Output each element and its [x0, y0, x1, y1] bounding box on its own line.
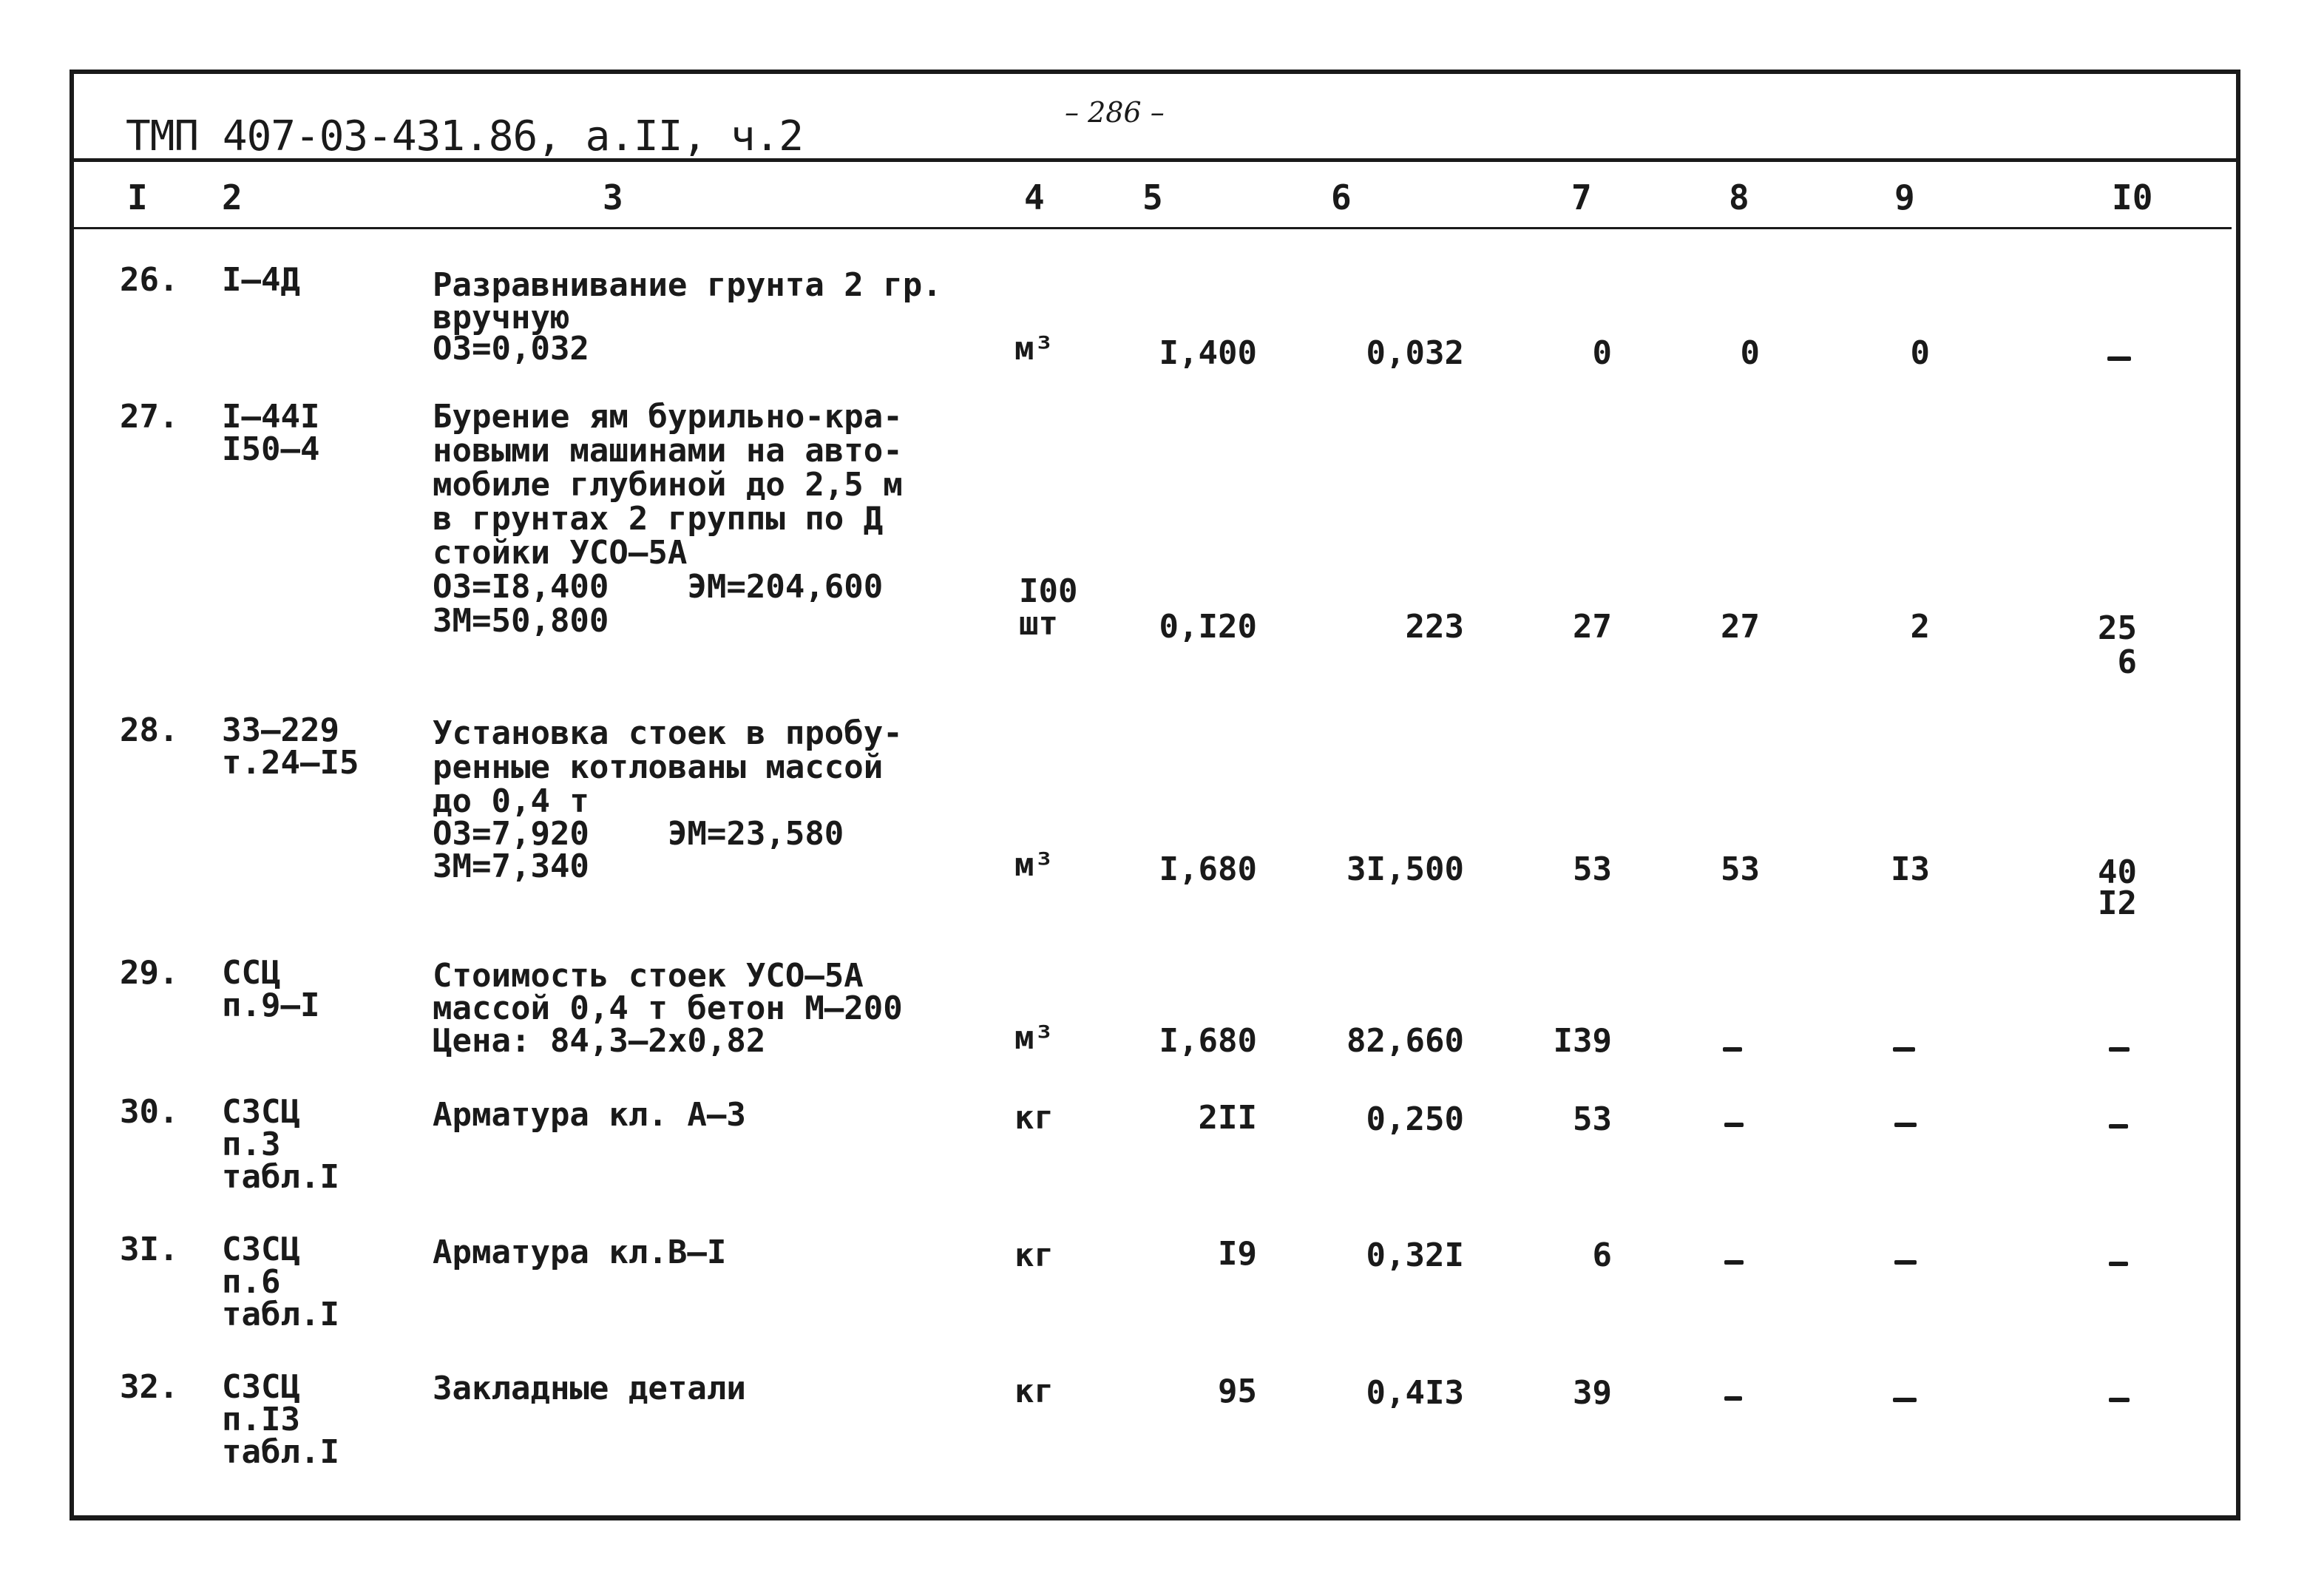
column-9-value: I3 — [1891, 850, 1930, 888]
column-9-value: 2 — [1910, 608, 1930, 646]
unit-price: 0,250 — [1366, 1100, 1464, 1138]
header-divider — [74, 227, 2232, 229]
quantity: 0,I20 — [1159, 608, 1257, 646]
unit-price: 3I,500 — [1346, 850, 1464, 888]
work-description: массой 0,4 т бетон М–200 — [433, 989, 903, 1027]
page-number: – 286 – — [1065, 96, 1165, 129]
norm-code: СЗСЦ — [222, 1231, 300, 1268]
work-description: Бурение ям бурильно-кра- — [433, 398, 903, 436]
norm-code: табл.I — [222, 1158, 339, 1196]
unit: шт — [1019, 605, 1058, 643]
column-8-value: 53 — [1721, 850, 1760, 888]
unit: м³ — [1014, 330, 1054, 368]
row-number: 32. — [120, 1368, 179, 1406]
quantity: I,680 — [1159, 850, 1257, 888]
document-title: ТМП 407-03-431.86, а.II, ч.2 — [126, 112, 804, 160]
column-header-1: I — [127, 177, 148, 217]
unit: кг — [1014, 1373, 1054, 1410]
row-number: 28. — [120, 711, 179, 749]
row-number: 26. — [120, 261, 179, 299]
work-description: Стоимость стоек УСО–5А — [433, 957, 864, 995]
work-description: Арматура кл. А–3 — [433, 1096, 746, 1134]
column-10-value: 25 — [2098, 609, 2137, 647]
empty-value-dash — [2109, 1398, 2130, 1402]
empty-value-dash — [1894, 1123, 1917, 1127]
title-divider — [74, 158, 2236, 162]
norm-code: I–4Д — [222, 261, 300, 299]
column-8-value: 27 — [1721, 608, 1760, 646]
row-number: 30. — [120, 1093, 179, 1131]
work-description: ОЗ=0,032 — [433, 330, 589, 368]
quantity: I,400 — [1159, 334, 1257, 372]
empty-value-dash — [2109, 1047, 2130, 1052]
empty-value-dash — [1893, 1047, 1915, 1052]
work-description: Разравнивание грунта 2 гр. — [433, 266, 942, 304]
column-header-3: 3 — [603, 177, 623, 217]
unit-price: 0,4I3 — [1366, 1374, 1464, 1412]
unit: м³ — [1014, 1019, 1054, 1057]
column-header-7: 7 — [1571, 177, 1592, 217]
column-8-value: 0 — [1740, 334, 1760, 372]
work-description: новыми машинами на авто- — [433, 432, 903, 470]
norm-code: 33–229 — [222, 711, 339, 749]
column-header-6: 6 — [1331, 177, 1352, 217]
unit-price: 0,32I — [1366, 1237, 1464, 1274]
unit-price: 223 — [1405, 608, 1464, 646]
row-number: 27. — [120, 398, 179, 436]
row-number: 3I. — [120, 1231, 179, 1268]
column-10-value: 40 — [2098, 853, 2137, 891]
column-header-8: 8 — [1729, 177, 1749, 217]
empty-value-dash — [1724, 1396, 1742, 1401]
norm-code: табл.I — [222, 1433, 339, 1471]
norm-code: т.24–I5 — [222, 744, 359, 782]
column-10-value: I2 — [2098, 884, 2137, 922]
norm-code: п.I3 — [222, 1401, 300, 1438]
norm-code: I50–4 — [222, 430, 320, 468]
work-description: в грунтах 2 группы по Д — [433, 500, 884, 538]
total-cost: I39 — [1553, 1022, 1612, 1060]
unit: кг — [1014, 1237, 1054, 1274]
norm-code: СЗСЦ — [222, 1368, 300, 1406]
empty-value-dash — [1893, 1398, 1917, 1402]
quantity: I,680 — [1159, 1022, 1257, 1060]
norm-code: табл.I — [222, 1296, 339, 1333]
work-description: ренные котлованы массой — [433, 748, 884, 786]
norm-code: ССЦ — [222, 954, 281, 992]
norm-code: СЗСЦ — [222, 1093, 300, 1131]
unit: м³ — [1014, 846, 1054, 884]
work-description: Установка стоек в пробу- — [433, 714, 903, 752]
empty-value-dash — [1724, 1260, 1744, 1265]
work-description: ОЗ=7,920 ЭМ=23,580 — [433, 815, 844, 853]
row-number: 29. — [120, 954, 179, 992]
document-sheet — [70, 70, 2240, 1520]
work-description: ОЗ=I8,400 ЭМ=204,600 — [433, 568, 884, 606]
unit-price: 82,660 — [1346, 1022, 1464, 1060]
norm-code: I–44I — [222, 398, 320, 436]
column-header-9: 9 — [1894, 177, 1915, 217]
work-description: ЗМ=50,800 — [433, 602, 609, 640]
total-cost: 6 — [1592, 1237, 1612, 1274]
quantity: 2II — [1198, 1099, 1257, 1137]
norm-code: п.6 — [222, 1263, 281, 1301]
work-description: Арматура кл.В–I — [433, 1234, 727, 1271]
empty-value-dash — [1723, 1047, 1742, 1052]
empty-value-dash — [1894, 1260, 1917, 1265]
column-header-2: 2 — [222, 177, 243, 217]
unit-price: 0,032 — [1366, 334, 1464, 372]
empty-value-dash — [2109, 1124, 2128, 1129]
total-cost: 39 — [1573, 1374, 1612, 1412]
norm-code: п.3 — [222, 1126, 281, 1163]
column-header-4: 4 — [1024, 177, 1045, 217]
quantity: I9 — [1218, 1235, 1257, 1273]
column-header-10: I0 — [2112, 177, 2153, 217]
empty-value-dash — [2107, 356, 2131, 361]
quantity: 95 — [1218, 1373, 1257, 1410]
unit: I00 — [1019, 572, 1078, 610]
total-cost: 53 — [1573, 850, 1612, 888]
empty-value-dash — [1724, 1123, 1744, 1127]
work-description: вручную — [433, 299, 570, 336]
total-cost: 27 — [1573, 608, 1612, 646]
total-cost: 53 — [1573, 1100, 1612, 1138]
norm-code: п.9–I — [222, 987, 320, 1024]
unit: кг — [1014, 1099, 1054, 1137]
work-description: стойки УСО–5А — [433, 534, 688, 572]
work-description: Цена: 84,3–2х0,82 — [433, 1022, 766, 1060]
column-10-value: 6 — [2117, 643, 2137, 681]
work-description: мобиле глубиной до 2,5 м — [433, 466, 903, 504]
work-description: до 0,4 т — [433, 782, 589, 820]
column-header-5: 5 — [1142, 177, 1163, 217]
work-description: Закладные детали — [433, 1370, 746, 1407]
total-cost: 0 — [1592, 334, 1612, 372]
empty-value-dash — [2109, 1262, 2128, 1266]
column-9-value: 0 — [1910, 334, 1930, 372]
work-description: ЗМ=7,340 — [433, 848, 589, 885]
